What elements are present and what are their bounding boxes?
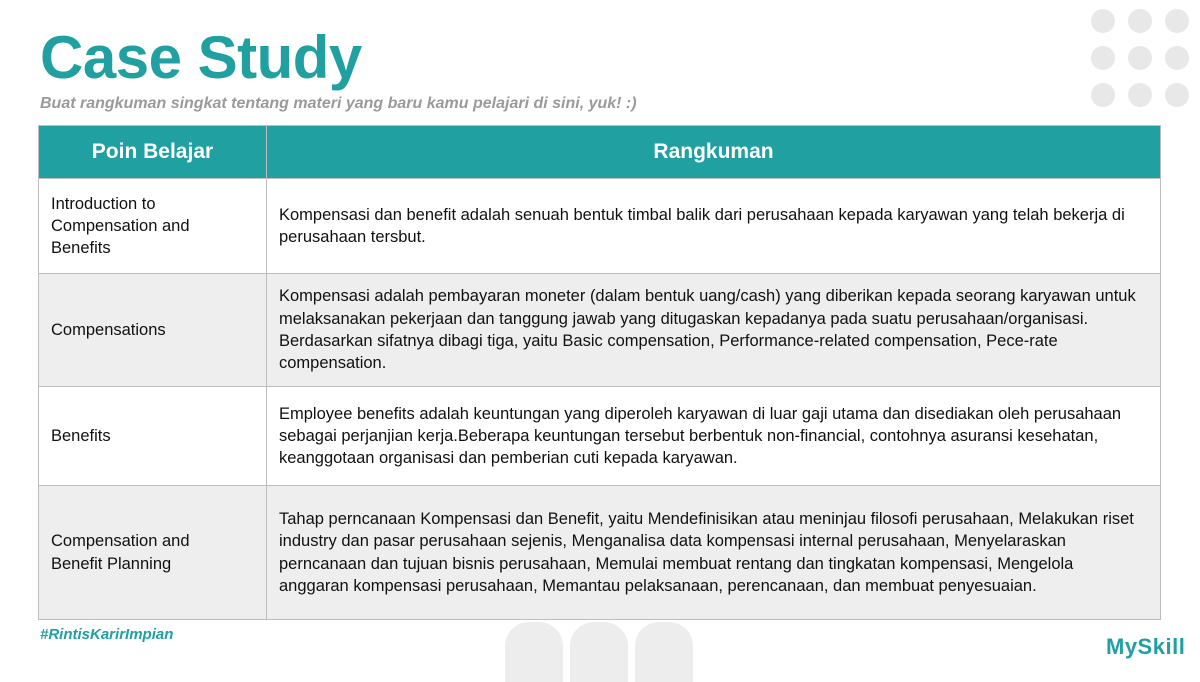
cell-rangkuman: Kompensasi adalah pembayaran moneter (dalam bentuk uang/cash) yang diberikan kepada seorang karyawan untuk melaksanakan pekerjaan dan tanggung jawab yang ditugaskan kepadanya pada suatu perusahaan/organisasi. Berdasarkan sifatnya dibagi tiga, yaitu Basic compensation, Performance-related compensation, Pece-rate compensation. — [267, 274, 1161, 387]
cell-poin: Introduction to Compensation and Benefits — [39, 179, 267, 274]
decorative-dot — [1128, 9, 1152, 33]
table-row — [39, 486, 1161, 620]
table-row — [39, 274, 1161, 387]
cell-rangkuman: Employee benefits adalah keuntungan yang diperoleh karyawan di luar gaji utama dan disediakan oleh perusahaan sebagai perjanjian kerja.Beberapa keuntungan tersebut berbentuk non-financial, contohnya asuransi kesehatan, keanggotaan organisasi dan pemberian cuti kepada karyawan. — [267, 387, 1161, 486]
column-header-rangkuman: Rangkuman — [267, 126, 1161, 179]
cell-rangkuman: Kompensasi dan benefit adalah senuah bentuk timbal balik dari perusahaan kepada karyawan yang telah bekerja di perusahaan tersbut. — [267, 179, 1161, 274]
table-row — [39, 179, 1161, 274]
cell-rangkuman: Tahap perncanaan Kompensasi dan Benefit, yaitu Mendefinisikan atau meninjau filosofi perusahaan, Melakukan riset industry dan pasar perusahaan sejenis, Menganalisa data kompensasi internal perusahaan, Menyelaraskan perncanaan dan tujuan bisnis perusahaan, Memulai membuat rentang dan tingkatan kompensasi, Mengelola anggaran kompensasi perusahaan, Memantau pelaksanaan, perencanaan, dan membuat penyesuaian. — [267, 486, 1161, 620]
decorative-dot — [1091, 83, 1115, 107]
decorative-dot — [1165, 9, 1189, 33]
decorative-dot — [1165, 83, 1189, 107]
decorative-dot-grid — [1091, 9, 1200, 109]
table-header-row — [39, 126, 1161, 179]
decorative-dot — [1165, 46, 1189, 70]
decorative-dot — [1091, 9, 1115, 33]
decorative-dot — [1128, 83, 1152, 107]
cell-poin: Compensation and Benefit Planning — [39, 486, 267, 620]
decorative-tab — [570, 622, 628, 682]
decorative-tab — [635, 622, 693, 682]
cell-poin: Benefits — [39, 387, 267, 486]
decorative-tab-shapes — [505, 622, 695, 675]
decorative-tab — [505, 622, 563, 682]
summary-table — [38, 125, 1161, 620]
column-header-poin: Poin Belajar — [39, 126, 267, 179]
decorative-dot — [1128, 46, 1152, 70]
page-title: Case Study — [40, 24, 362, 91]
cell-poin: Compensations — [39, 274, 267, 387]
decorative-dot — [1091, 46, 1115, 70]
table-row — [39, 387, 1161, 486]
hashtag-label: #RintisKarirImpian — [40, 626, 174, 643]
brand-logo: MySkill — [1106, 634, 1186, 659]
page-subtitle: Buat rangkuman singkat tentang materi yang baru kamu pelajari di sini, yuk! :) — [40, 95, 637, 112]
